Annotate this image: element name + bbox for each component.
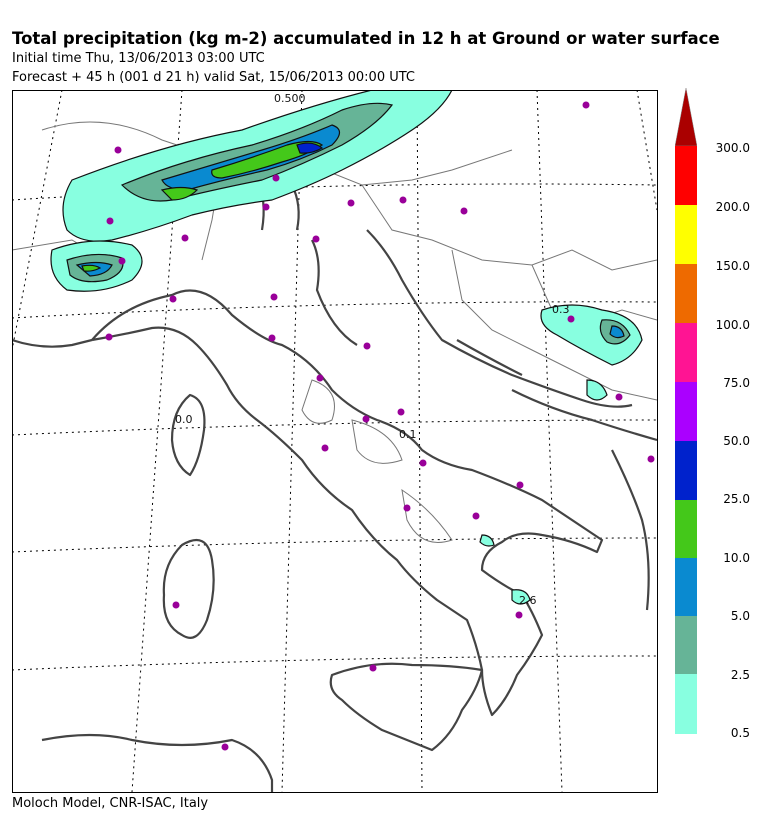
precip-balkans — [480, 305, 642, 604]
colorbar-top-arrow — [675, 88, 697, 146]
colorbar-label-2-5: 2.5 — [730, 668, 750, 682]
contour-label-south: 2.6 — [519, 594, 537, 607]
initial-time: Initial time Thu, 13/06/2013 03:00 UTC — [12, 51, 265, 66]
colorbar-label-300: 300.0 — [715, 141, 750, 155]
station-dot — [222, 744, 229, 751]
colorbar-label-0-5: 0.5 — [730, 726, 750, 740]
station-dot — [364, 343, 371, 350]
colorbar — [675, 88, 697, 734]
station-dot — [398, 409, 405, 416]
colorbar-swatch — [675, 441, 697, 500]
station-dot — [173, 602, 180, 609]
colorbar-label-10: 10.0 — [723, 551, 750, 565]
station-dot — [461, 208, 468, 215]
map-title: Total precipitation (kg m-2) accumulated in 12 h at Ground or water surface — [12, 29, 720, 48]
precipitation-map — [12, 90, 657, 792]
station-dot — [182, 235, 189, 242]
colorbar-label-200: 200.0 — [715, 200, 750, 214]
station-dot — [648, 456, 655, 463]
station-dot — [348, 200, 355, 207]
forecast-time: Forecast + 45 h (001 d 21 h) valid Sat, 15/06/2013 00:00 UTC — [12, 70, 416, 85]
colorbar-canvas — [675, 88, 697, 734]
station-dot — [400, 197, 407, 204]
colorbar-label-5: 5.0 — [730, 609, 750, 623]
contour-label-north: 0.500 — [274, 92, 306, 105]
colorbar-label-50: 50.0 — [723, 434, 750, 448]
station-dot — [271, 294, 278, 301]
model-credit: Moloch Model, CNR-ISAC, Italy — [12, 796, 209, 811]
station-dot — [322, 445, 329, 452]
station-dot — [370, 665, 377, 672]
station-dot — [263, 204, 270, 211]
station-dot — [583, 102, 590, 109]
contour-label-balkans: 0.3 — [552, 303, 570, 316]
station-dot — [420, 460, 427, 467]
station-dot — [317, 375, 324, 382]
station-dot — [106, 334, 113, 341]
contour-label-central: 0.1 — [399, 428, 417, 441]
station-dot — [616, 394, 623, 401]
colorbar-swatch — [675, 146, 697, 205]
colorbar-label-150: 150.0 — [715, 259, 750, 273]
station-dot — [404, 505, 411, 512]
contour-label-tyrrhenian: 0.0 — [175, 413, 193, 426]
colorbar-swatch — [675, 558, 697, 616]
colorbar-label-100: 100.0 — [715, 318, 750, 332]
colorbar-swatch — [675, 674, 697, 734]
station-dot — [517, 482, 524, 489]
station-dot — [119, 258, 126, 265]
colorbar-label-25: 25.0 — [723, 492, 750, 506]
station-dot — [363, 416, 370, 423]
colorbar-swatch — [675, 500, 697, 558]
station-dot — [516, 612, 523, 619]
station-dot — [107, 218, 114, 225]
colorbar-swatch — [675, 264, 697, 323]
colorbar-swatch — [675, 323, 697, 382]
colorbar-swatch — [675, 382, 697, 441]
station-dot — [568, 316, 575, 323]
station-dot — [473, 513, 480, 520]
station-dot — [273, 175, 280, 182]
colorbar-swatch — [675, 616, 697, 674]
colorbar-label-75: 75.0 — [723, 376, 750, 390]
station-dot — [115, 147, 122, 154]
station-dot — [313, 236, 320, 243]
map-canvas — [12, 90, 657, 792]
station-dot — [170, 296, 177, 303]
colorbar-swatch — [675, 205, 697, 264]
station-dot — [269, 335, 276, 342]
